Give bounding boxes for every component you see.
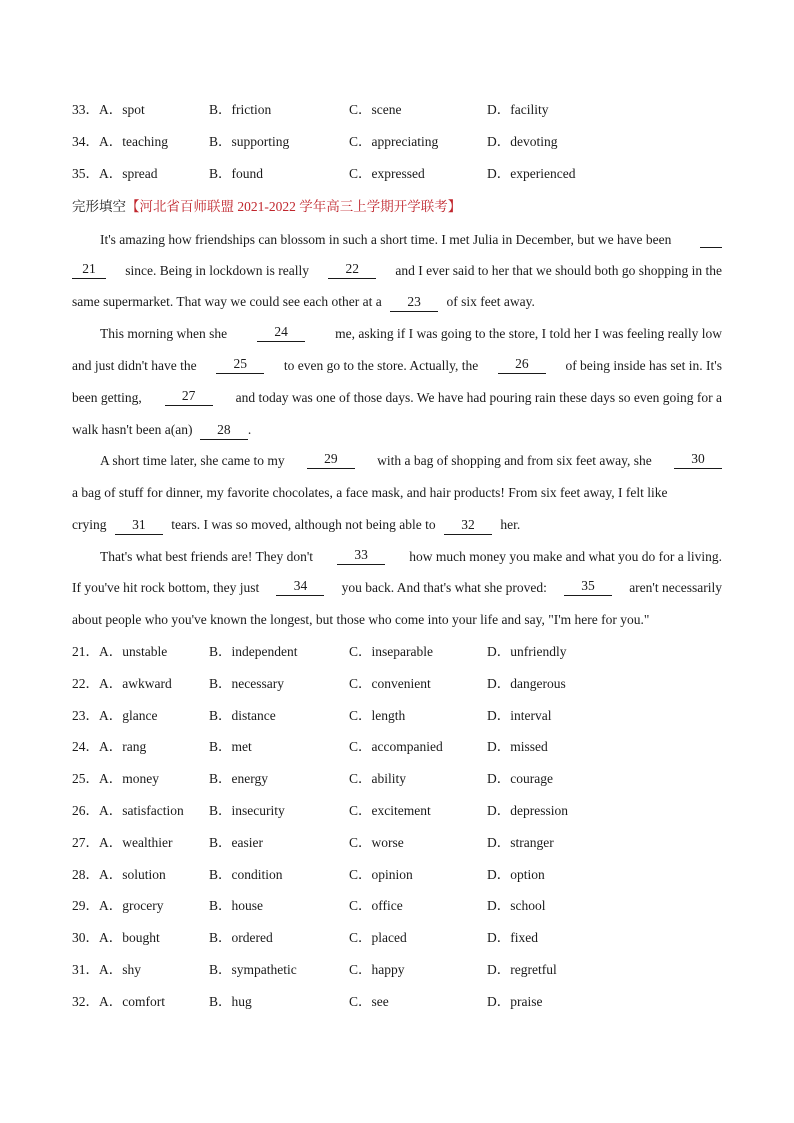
option-a: 23．A．glance [72, 707, 158, 723]
section-title [72, 197, 461, 217]
option-a: 30．A．bought [72, 930, 160, 946]
option-d: D．unfriendly [487, 644, 567, 659]
option-c: C．convenient [349, 675, 431, 691]
option-b: B．condition [209, 866, 283, 882]
option-b: B．found [209, 166, 263, 181]
option-a: 26．A．satisfaction [72, 803, 184, 818]
blank-28: 28 [200, 422, 248, 440]
option-d: D．experienced [487, 166, 576, 181]
option-d: D．school [487, 898, 546, 914]
section-source: 【河北省百师联盟 2021-2022 学年高三上学期开学联考】 [126, 199, 462, 214]
option-a: 29．A．grocery [72, 898, 164, 914]
option-b: B．necessary [209, 675, 284, 691]
blank-27: 27 [165, 388, 213, 406]
blank-24: 24 [257, 324, 305, 342]
option-a: 25．A．money [72, 771, 159, 787]
passage-line: That's what best friends are! They don't 33 how much money you make and what you do for a living. [100, 547, 722, 564]
option-d: D．facility [487, 102, 549, 117]
blank-22: 22 [328, 261, 376, 279]
option-d: D．courage [487, 771, 553, 787]
option-b: B．easier [209, 834, 263, 850]
blank-32: 32 [444, 517, 492, 535]
option-c: C．office [349, 898, 403, 914]
passage-line: It's amazing how friendships can blossom in such a short time. I met Julia in December, but we have been [100, 230, 722, 250]
passage-line: and just didn't have the 25 to even go to the store. Actually, the 26 of being inside has set in. It's [72, 356, 722, 373]
option-c: C．length [349, 707, 406, 723]
passage-line: A short time later, she came to my 29 with a bag of shopping and from six feet away, she 30 [100, 451, 722, 471]
option-c: C．expressed [349, 166, 425, 181]
option-c: C．scene [349, 102, 402, 117]
option-a: 33．A．spot [72, 102, 145, 117]
section-label: 完形填空 [72, 199, 126, 214]
option-b: B．supporting [209, 134, 290, 149]
option-b: B．friction [209, 102, 272, 117]
option-b: B．hug [209, 993, 252, 1009]
option-d: D．option [487, 866, 545, 882]
option-c: C．appreciating [349, 134, 439, 149]
passage-line: This morning when she 24 me, asking if I was going to the store, I told her I was feeling really low [100, 324, 722, 341]
option-a: 27．A．wealthier [72, 834, 173, 850]
option-c: C．ability [349, 771, 406, 787]
option-d: D．interval [487, 707, 552, 723]
option-a: 32．A．comfort [72, 993, 165, 1009]
option-b: B．house [209, 898, 263, 914]
option-b: B．distance [209, 707, 276, 723]
passage-line: about people who you've known the longest, but those who come into your life and say, "I'm here for you." [72, 612, 650, 627]
option-d: D．devoting [487, 134, 558, 149]
passage-line: 21 since. Being in lockdown is really 22 and I ever said to her that we should both go shopping in the [72, 261, 722, 281]
passage-line: a bag of stuff for dinner, my favorite chocolates, a face mask, and hair products! From six feet away, I felt like [72, 485, 668, 500]
option-b: B．sympathetic [209, 962, 297, 977]
blank-23: 23 [390, 294, 438, 312]
blank-30: 30 [674, 451, 722, 469]
passage-line: walk hasn't been a(an) 28 . [72, 420, 722, 440]
blank-31: 31 [115, 517, 163, 535]
option-c: C．inseparable [349, 644, 433, 659]
option-c: C．worse [349, 834, 404, 850]
option-c: C．opinion [349, 866, 413, 882]
passage-line: crying 31 tears. I was so moved, although not being able to 32 her. [72, 515, 722, 535]
option-a: 28．A．solution [72, 866, 166, 882]
blank-33: 33 [337, 547, 385, 565]
option-c: C．happy [349, 962, 405, 977]
option-d: D．stranger [487, 834, 554, 850]
passage-line: been getting, 27 and today was one of those days. We have had pouring rain these days so even going for a [72, 388, 722, 405]
blank-25: 25 [216, 356, 264, 374]
option-a: 21．A．unstable [72, 644, 168, 659]
option-d: D．praise [487, 993, 543, 1009]
blank-34: 34 [276, 578, 324, 596]
option-c: C．accompanied [349, 739, 443, 755]
option-d: D．dangerous [487, 675, 566, 691]
option-c: C．placed [349, 930, 407, 946]
blank-26: 26 [498, 356, 546, 374]
option-b: B．energy [209, 771, 268, 787]
option-b: B．independent [209, 644, 298, 659]
option-a: 35．A．spread [72, 166, 158, 181]
option-a: 31．A．shy [72, 962, 142, 977]
option-b: B．met [209, 739, 252, 755]
passage-line: If you've hit rock bottom, they just 34 you back. And that's what she proved: 35 aren't necessarily [72, 578, 722, 595]
option-d: D．missed [487, 739, 548, 755]
passage-line: same supermarket. That way we could see each other at a 23 of six feet away. [72, 292, 722, 312]
option-b: B．ordered [209, 930, 273, 946]
option-b: B．insecurity [209, 803, 285, 818]
option-d: D．regretful [487, 962, 557, 977]
blank-29: 29 [307, 451, 355, 469]
option-d: D．depression [487, 803, 568, 818]
blank-21-start [700, 230, 722, 248]
blank-35: 35 [564, 578, 612, 596]
blank-21: 21 [72, 261, 106, 279]
option-d: D．fixed [487, 930, 538, 946]
option-a: 34．A．teaching [72, 134, 168, 149]
option-a: 22．A．awkward [72, 675, 172, 691]
option-c: C．see [349, 993, 389, 1009]
option-a: 24．A．rang [72, 739, 147, 755]
option-c: C．excitement [349, 803, 431, 818]
